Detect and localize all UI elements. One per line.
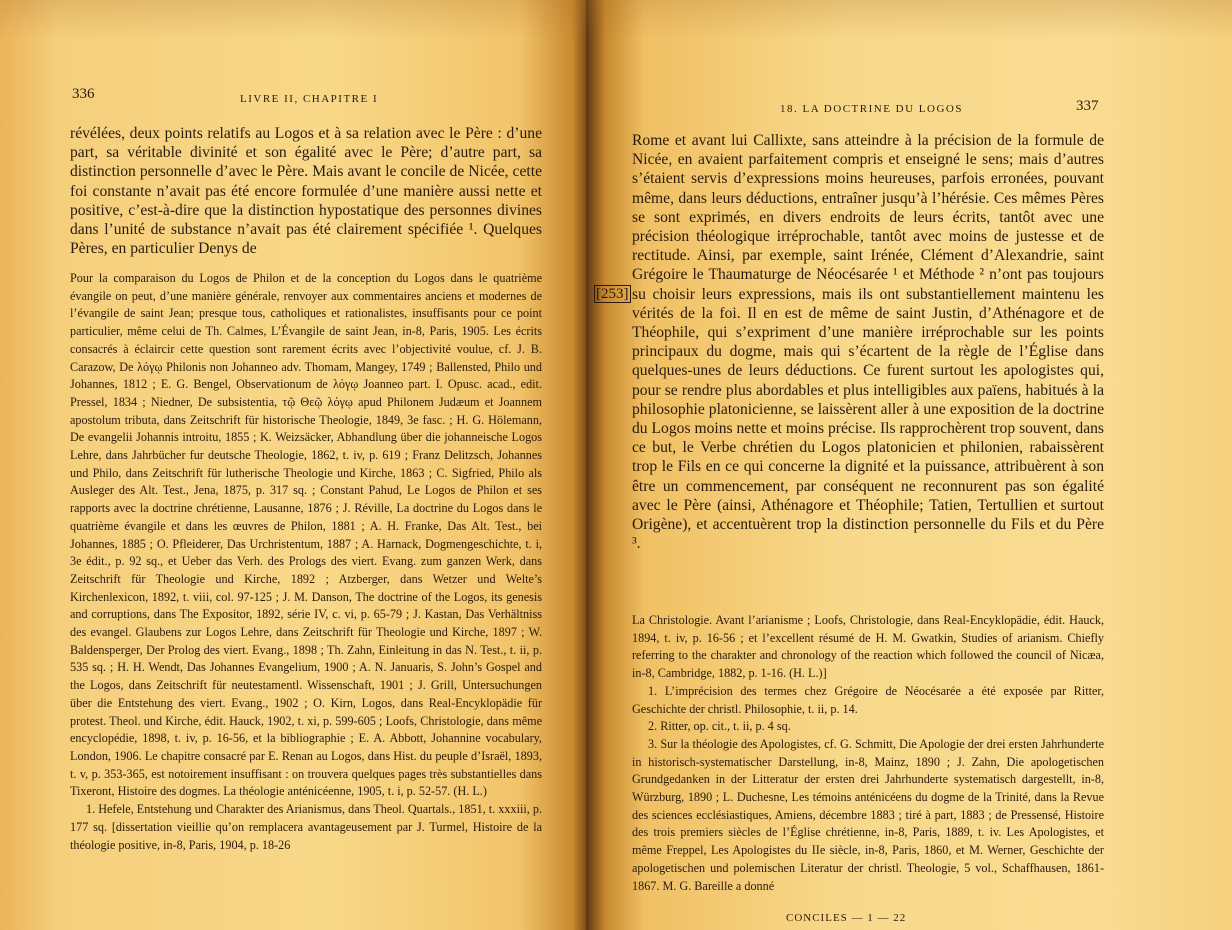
main-paragraph: Rome et avant lui Callixte, sans atteindre à la précision de la formule de Nicée, en avaient parfaitement compris et enseigné le sens; mais d’autres s’étaient servis d’expressions moins heureuses, parfois erronées, pouvant même, dans leurs déductions, entraîner jusqu’à l’hérésie. Ces mêmes Pères se sont exprimés, en divers endroits de leurs écrits, tantôt avec une précision théologique irréprochable, tantôt avec moins de justesse et de rectitude. Ainsi, par exemple, saint Irénée, Clément d’Alexandrie, saint Grégoire le Thaumaturge de Néocésarée ¹ et Méthode ² n’ont pas toujours su choisir leurs expressions, mais ils ont substantiellement maintenu les vérités de la foi. Il en est de même de saint Justin, d’Athénagore et de Théophile, qui s’expriment d’une manière irréprochable sur les points principaux du dogme, mais qui s’écartent de la règle de l’Église dans quelques-unes de leurs déductions. Ce furent surtout les apologistes qui, pour se rendre plus abordables et plus intelligibles aux païens, habitués à la philosophie platonicienne, se laissèrent aller à une exposition de la doctrine du Logos moins nette et moins précise. Ils rapprochèrent trop souvent, dans ce but, le Verbe chrétien du Logos platonicien et philonien, rabaissèrent trop le Fils en ce qui concerne la dignité et la puissance, attribuèrent à son être un commencement, par conséquent ne reconnurent pas son égalité avec le Père (ainsi, Athénagore et Théophile; Tatien, Tertullien et surtout Origène), et accentuèrent trop la distinction personnelle du Fils et du Père ³. — [632, 132, 1104, 553]
footnote: 1. Hefele, Entstehung und Charakter des Arianismus, dans Theol. Quartals., 1851, t. xxxiii, p. 177 sq. [dissertation vieillie qu’on remplacera avantageusement par J. Turmel, Histoire de la théologie positive, in-8, Paris, 1904, p. 18-26 — [70, 802, 542, 852]
footnote: 3. Sur la théologie des Apologistes, cf. G. Schmitt, Die Apologie der drei ersten Jahrhunderte in historisch-systematischer Darstellung, in-8, Mainz, 1890 ; J. Zahn, Die apologetischen Grundgedanken in der Litteratur der ersten drei Jahrhunderte systematisch dargestellt, in-8, Würzburg, 1890 ; L. Duchesne, Les témoins anténicéens du dogme de la Trinité, dans la Revue des sciences ecclésiastiques, Amiens, décembre 1883 ; tiré à part, 1883 ; de Pressensé, Histoire des trois premiers siècles de l’Église chrétienne, in-8, Paris, 1889, t. iv. Les Apologistes, et même Freppel, Les Apologistes du IIe siècle, in-8, Paris, 1860, et M. Werner, Geschichte der apologetischen und polemischen Literatur der christl. Theologie, 5 vol., Schaffhausen, 1861-1867. M. G. Bareille a donné — [632, 736, 1104, 893]
footnote: La Christologie. Avant l’arianisme ; Loofs, Christologie, dans Real-Encyklopädie, édit. Hauck, 1894, t. iv, p. 16-56 ; et l’excellent résumé de H. M. Gwatkin, Studies of arianism. Chiefly referring to the charakter and chronology of the reaction which followed the council of Nicæa, in-8, Cambridge, 1882, p. 1-16. (H. L.)] — [632, 613, 1104, 681]
signature-mark: CONCILES — 1 — 22 — [786, 912, 907, 924]
left-page — [0, 0, 590, 930]
margin-number: [253] — [596, 286, 629, 302]
footnote: 1. L’imprécision des termes chez Grégoire de Néocésarée a été exposée par Ritter, Geschichte der christl. Philosophie, t. ii, p. 14. — [632, 683, 1104, 716]
footnotes — [632, 612, 1104, 895]
main-text — [632, 131, 1104, 553]
running-head: LIVRE II, CHAPITRE I — [240, 93, 379, 105]
page-number: 336 — [72, 86, 95, 102]
footnote: 2. Ritter, op. cit., t. ii, p. 4 sq. — [648, 719, 791, 734]
main-paragraph: révélées, deux points relatifs au Logos et à sa relation avec le Père : d’une part, sa véritable divinité et son égalité avec le Père; d’autre part, sa distinction personnelle d’avec le Père. Mais avant le concile de Nicée, cette foi constante n’avait pas été encore formulée d’une manière aussi nette et positive, c’est-à-dire que la distinction hypostatique des personnes divines dans l’unité de substance n’avait pas été clairement spécifiée ¹. Quelques Pères, en particulier Denys de — [70, 125, 542, 258]
page-number: 337 — [1076, 98, 1099, 114]
right-page — [586, 0, 1232, 930]
main-text — [70, 124, 542, 258]
footnotes — [70, 270, 542, 854]
footnote: Pour la comparaison du Logos de Philon et de la conception du Logos dans le quatrième évangile on peut, d’une manière générale, renvoyer aux commentaires anciens et modernes de l’évangile de saint Jean; presque tous, catholiques et rationalistes, insuffisants pour ce point particulier, même celui de Th. Calmes, L’Évangile de saint Jean, in-8, Paris, 1905. Les écrits consacrés à éclaircir cette question sont rarement écrits avec l’objectivité voulue, cf. J. B. Carazow, De λόγῳ Philonis non Johanneo adv. Thomam, Mangey, 1749 ; Ballensted, Philo und Johannes, 1812 ; E. G. Bengel, Observationum de λόγῳ Joanneo part. I. Opusc. acad., edit. Pressel, 1834 ; Niedner, De subsistentia, τῷ Θεῷ λόγῳ apud Philonem Judæum et Joannem apostolum tributa, dans Zeitschrift für historische Theologie, 1849, 3e fasc. ; H. G. Hölemann, De evangelii Johannis introitu, 1855 ; K. Weizsäcker, Abhandlung über die johanneische Logos Lehre, dans Jahrbücher fur deutsche Theologie, 1862, t. iv, p. 619 ; Franz Delitzsch, Johannes und Philo, dans Zeitschrift für lutherische Theologie und Kirche, 1863 ; C. Sigfried, Philo als Ausleger des Alt. Test., Jena, 1875, p. 317 sq. ; Constant Pahud, Le Logos de Philon et ses rapports avec la doctrine chrétienne, Lausanne, 1876 ; J. Réville, La doctrine du Logos dans le quatrième évangile et dans les œuvres de Philon, 1881 ; A. H. Franke, Das Alt. Test., bei Johannes, 1885 ; O. Pfleiderer, Das Urchristentum, 1887 ; A. Harnack, Dogmengeschichte, t. i, 3e édit., p. 92 sq., et Ueber das Verh. des Prologs des viert. Evang. zum ganzen Werk, dans Zeitschrift für Theologie und Kirche, 1892 ; Atzberger, dans Wetzer und Welte’s Kirchenlexicon, 1892, t. viii, col. 97-125 ; J. M. Danson, The doctrine of the Logos, its genesis and corruptions, dans The Expositor, 1892, série IV, c. vi, p. 65-79 ; J. Kastan, Das Verhältniss des evangel. Glaubens zur Logos Lehre, dans Zeitschrift für Theologie und Kirche, 1897 ; W. Baldensperger, Der Prolog des viert. Evang., 1898 ; Th. Zahn, Einleitung in das N. Test., t. ii, p. 535 sq. ; H. H. Wendt, Das Johannes Evangelium, 1900 ; A. N. Januaris, S. John’s Gospel and the Logos, dans Zeitschrift für neutestamentl. Wissenschaft, 1901 ; J. Grill, Untersuchungen über die Entstehung des viert. Evang., 1902 ; O. Kirn, Logos, dans Real-Encyklopädie für protest. Theol. und Kirche, édit. Hauck, 1902, t. xi, p. 599-605 ; Loofs, Christologie, dans même encyclopédie, 1898, t. iv, p. 16-56, et la bibliographie ; E. A. Abbott, Johannine vocabulary, London, 1906. Le chapitre consacré par E. Renan au Logos, dans Hist. du peuple d’Israël, 1893, t. v, p. 353-365, est notoirement insuffisant : on trouvera quelques pages très substantielles dans Tixeront, Histoire des dogmes. La théologie anténicéenne, 1905, t. i, p. 52-57. (H. L.) — [70, 271, 542, 799]
running-head: 18. LA DOCTRINE DU LOGOS — [780, 103, 963, 115]
